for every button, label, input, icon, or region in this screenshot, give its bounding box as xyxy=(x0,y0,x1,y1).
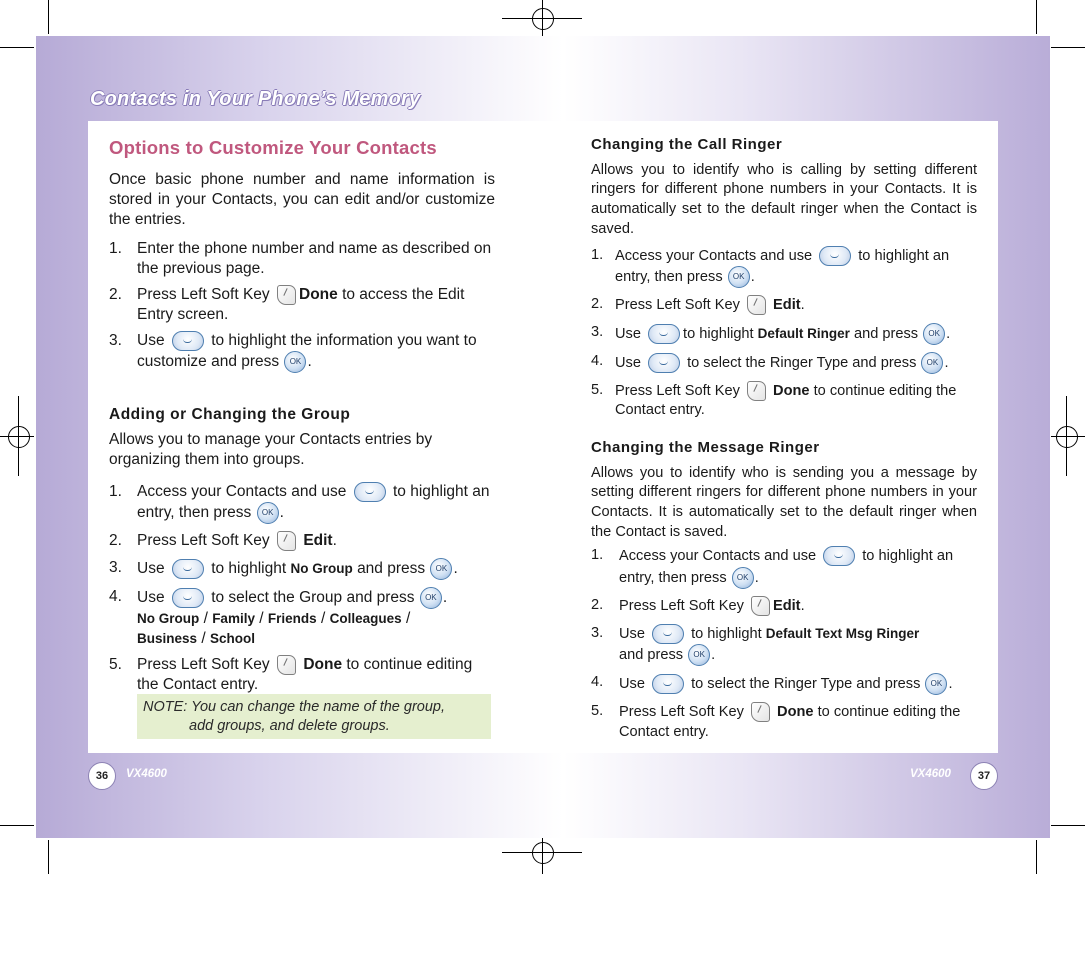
crop-mark xyxy=(1036,0,1037,34)
ok-key-icon: OK xyxy=(688,644,710,666)
list-item: 4. Use to select the Ringer Type and press OK . xyxy=(591,352,977,374)
note-line: add groups, and delete groups. xyxy=(189,717,390,734)
nav-key-icon xyxy=(823,546,855,566)
nav-key-icon xyxy=(652,674,684,694)
registration-mark xyxy=(1056,426,1078,448)
list-item: 2. Press Left Soft Key Edit. xyxy=(109,532,337,550)
ok-key-icon: OK xyxy=(925,673,947,695)
list-item: 5. Press Left Soft Key Done to continue editing the Contact entry. xyxy=(109,656,473,694)
note-box xyxy=(137,694,491,739)
list-item: 5. Press Left Soft Key Done to continue editing the Contact entry. xyxy=(591,381,957,419)
crop-mark xyxy=(1051,825,1085,826)
left-soft-key-icon xyxy=(747,295,766,315)
nav-key-icon xyxy=(648,324,680,344)
nav-key-icon xyxy=(648,353,680,373)
right-column xyxy=(591,135,977,743)
nav-key-icon xyxy=(172,331,204,351)
page-number-right: 37 xyxy=(970,762,998,790)
left-column xyxy=(109,135,495,695)
left-soft-key-icon xyxy=(277,285,296,305)
nav-key-icon xyxy=(819,246,851,266)
list-item: 2. Press Left Soft Key Done to access the Edit Entry screen. xyxy=(109,286,465,324)
crop-mark xyxy=(48,840,49,874)
ok-key-icon: OK xyxy=(420,587,442,609)
nav-key-icon xyxy=(172,588,204,608)
crop-mark xyxy=(1051,47,1085,48)
list-item: 4. Use to select the Group and press OK . No Group / Family / Friends / Colleagues / Business / School xyxy=(109,588,448,648)
list-item: 1. Enter the phone number and name as described on the previous page. xyxy=(109,240,492,277)
list-item: 1. Access your Contacts and use to highlight an entry, then press OK . xyxy=(109,482,495,524)
nav-key-icon xyxy=(172,559,204,579)
ok-key-icon: OK xyxy=(284,351,306,373)
message-ringer-steps xyxy=(591,546,977,742)
list-item: 2. Press Left Soft Key Edit. xyxy=(591,596,977,617)
ok-key-icon: OK xyxy=(430,558,452,580)
call-ringer-steps xyxy=(591,246,977,421)
registration-mark xyxy=(8,426,30,448)
ok-key-icon: OK xyxy=(728,266,750,288)
ok-key-icon: OK xyxy=(923,323,945,345)
crop-mark xyxy=(0,825,34,826)
list-item: 3. Use to highlight No Group and press OK . xyxy=(109,558,495,580)
registration-mark xyxy=(532,842,554,864)
registration-mark xyxy=(532,8,554,30)
crop-mark xyxy=(0,47,34,48)
ok-key-icon: OK xyxy=(921,352,943,374)
model-label-left: VX4600 xyxy=(126,768,167,780)
list-item: 3. Use to highlight Default Ringer and press OK . xyxy=(591,323,977,345)
list-item: 4. Use to select the Ringer Type and press OK . xyxy=(591,673,977,695)
page-number-left: 36 xyxy=(88,762,116,790)
list-item: 5. Press Left Soft Key Done to continue editing the Contact entry. xyxy=(591,703,961,740)
group-heading: Adding or Changing the Group xyxy=(109,406,351,424)
nav-key-icon xyxy=(354,482,386,502)
crop-mark xyxy=(1036,840,1037,874)
ok-key-icon: OK xyxy=(257,502,279,524)
options-steps xyxy=(109,239,495,373)
section-title: Contacts in Your Phone’s Memory xyxy=(90,88,421,110)
left-soft-key-icon xyxy=(277,655,296,675)
options-heading: Options to Customize Your Contacts xyxy=(109,137,437,158)
message-ringer-intro: Allows you to identify who is sending you a message by setting different ringers for different phone numbers in your Contacts. It is automatically set to the default ringer when the Contact is saved. xyxy=(591,464,977,540)
call-ringer-intro: Allows you to identify who is calling by setting different ringers for different phone numbers in your Contacts. It is automatically set to the default ringer when the Contact is saved. xyxy=(591,161,977,237)
list-item: 3. Use to highlight Default Text Msg Ringer and press OK . xyxy=(591,624,977,667)
left-soft-key-icon xyxy=(277,531,296,551)
group-steps xyxy=(109,482,495,695)
list-item: 3. Use to highlight the information you want to customize and press OK . xyxy=(109,331,495,373)
list-item: 1. Access your Contacts and use to highlight an entry, then press OK . xyxy=(591,246,977,289)
left-soft-key-icon xyxy=(751,596,770,616)
call-ringer-heading: Changing the Call Ringer xyxy=(591,136,783,153)
model-label-right: VX4600 xyxy=(910,768,951,780)
message-ringer-heading: Changing the Message Ringer xyxy=(591,438,820,456)
list-item: 2. Press Left Soft Key Edit. xyxy=(591,295,977,316)
nav-key-icon xyxy=(652,624,684,644)
ok-key-icon: OK xyxy=(732,567,754,589)
left-soft-key-icon xyxy=(747,381,766,401)
crop-mark xyxy=(48,0,49,34)
group-intro: Allows you to manage your Contacts entries by organizing them into groups. xyxy=(109,431,433,469)
left-soft-key-icon xyxy=(751,702,770,722)
list-item: 1. Access your Contacts and use to highlight an entry, then press OK . xyxy=(591,546,977,589)
note-line: NOTE: You can change the name of the group, xyxy=(143,699,446,715)
options-intro: Once basic phone number and name information is stored in your Contacts, you can edit and/or customize the entries. xyxy=(109,171,495,228)
